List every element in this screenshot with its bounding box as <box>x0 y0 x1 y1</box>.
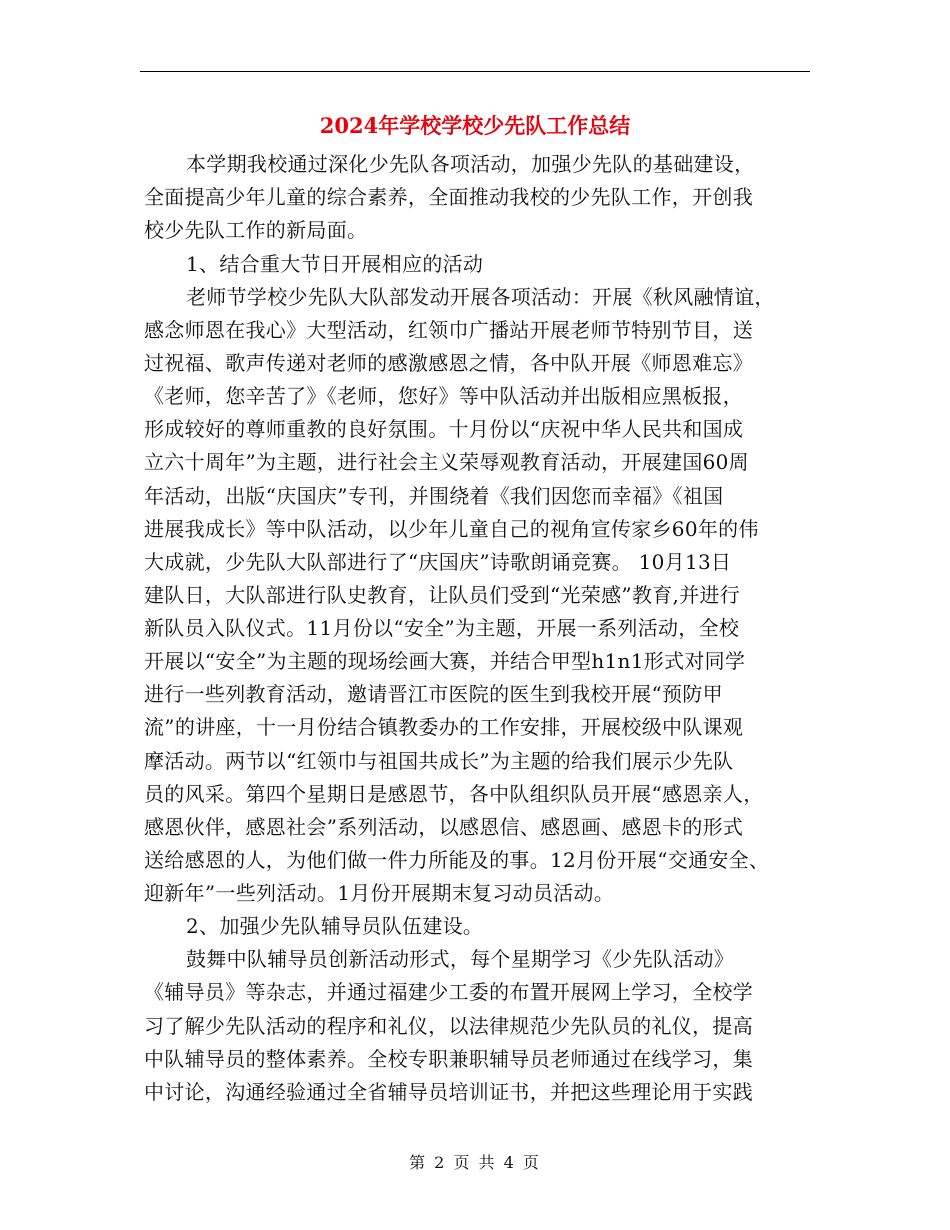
body-line: 摩活动。两节以“红领巾与祖国共成长”为主题的给我们展示少先队 <box>144 749 734 773</box>
body-line: 进展我成长》等中队活动，以少年儿童自己的视角宣传家乡60年的伟 <box>144 517 759 541</box>
body-line: 员的风采。第四个星期日是感恩节，各中队组织队员开展“感恩亲人， <box>144 782 764 806</box>
body-line: 《老师，您辛苦了》《老师，您好》等中队活动并出版相应黑板报， <box>144 384 743 408</box>
body-line: 老师节学校少先队大队部发动开展各项活动：开展《秋风融情谊， <box>186 285 775 309</box>
body-line: 流”的讲座，十一月份结合镇教委办的工作安排，开展校级中队课观 <box>144 715 744 739</box>
section-heading-2: 2、加强少先队辅导员队伍建设。 <box>186 914 484 938</box>
body-line: 开展以“安全”为主题的现场绘画大赛，并结合甲型h1n1形式对同学 <box>144 649 746 673</box>
section-heading-1: 1、结合重大节日开展相应的活动 <box>186 252 484 276</box>
body-line: 进行一些列教育活动，邀请晋江市医院的医生到我校开展“预防甲 <box>144 682 723 706</box>
body-line: 习了解少先队活动的程序和礼仪，以法律规范少先队员的礼仪，提高 <box>144 1014 753 1038</box>
header-rule <box>140 71 810 72</box>
body-line: 中队辅导员的整体素养。全校专职兼职辅导员老师通过在线学习，集 <box>144 1047 753 1071</box>
body-line: 《辅导员》等杂志，并通过福建少工委的布置开展网上学习，全校学 <box>144 980 753 1004</box>
document-title: 2024年学校学校少先队工作总结 <box>319 113 631 138</box>
body-line: 鼓舞中队辅导员创新活动形式，每个星期学习《少先队活动》 <box>186 947 735 971</box>
body-line: 立六十周年”为主题，进行社会主义荣辱观教育活动，开展建国60周 <box>144 450 749 474</box>
body-line: 过祝福、歌声传递对老师的感激感恩之情，各中队开展《师恩难忘》 <box>144 351 753 375</box>
body-line: 新队员入队仪式。11月份以“安全”为主题，开展一系列活动，全校 <box>144 616 740 640</box>
body-line: 校少先队工作的新局面。 <box>144 218 368 242</box>
body-line: 本学期我校通过深化少先队各项活动，加强少先队的基础建设， <box>186 152 755 176</box>
body-line: 大成就，少先队大队部进行了“庆国庆”诗歌朗诵竞赛。 10月13日 <box>144 550 732 574</box>
body-line: 感念师恩在我心》大型活动，红领巾广播站开展老师节特别节目，送 <box>144 318 753 342</box>
body-line: 中讨论，沟通经验通过全省辅导员培训证书，并把这些理论用于实践 <box>144 1080 753 1104</box>
body-line: 建队日，大队部进行队史教育，让队员们受到“光荣感”教育,并进行 <box>144 583 741 607</box>
body-line: 迎新年”一些列活动。1月份开展期末复习动员活动。 <box>144 881 615 905</box>
body-line: 送给感恩的人，为他们做一件力所能及的事。12月份开展“交通安全、 <box>144 848 770 872</box>
body-line: 形成较好的尊师重教的良好氛围。十月份以“庆祝中华人民共和国成 <box>144 417 744 441</box>
body-line: 感恩伙伴，感恩社会”系列活动，以感恩信、感恩画、感恩卡的形式 <box>144 815 744 839</box>
body-line: 全面提高少年儿童的综合素养，全面推动我校的少先队工作，开创我 <box>144 185 753 209</box>
page-number: 第 2 页 共 4 页 <box>409 1153 541 1172</box>
body-line: 年活动，出版“庆国庆”专刊，并围绕着《我们因您而幸福》《祖国 <box>144 484 724 508</box>
